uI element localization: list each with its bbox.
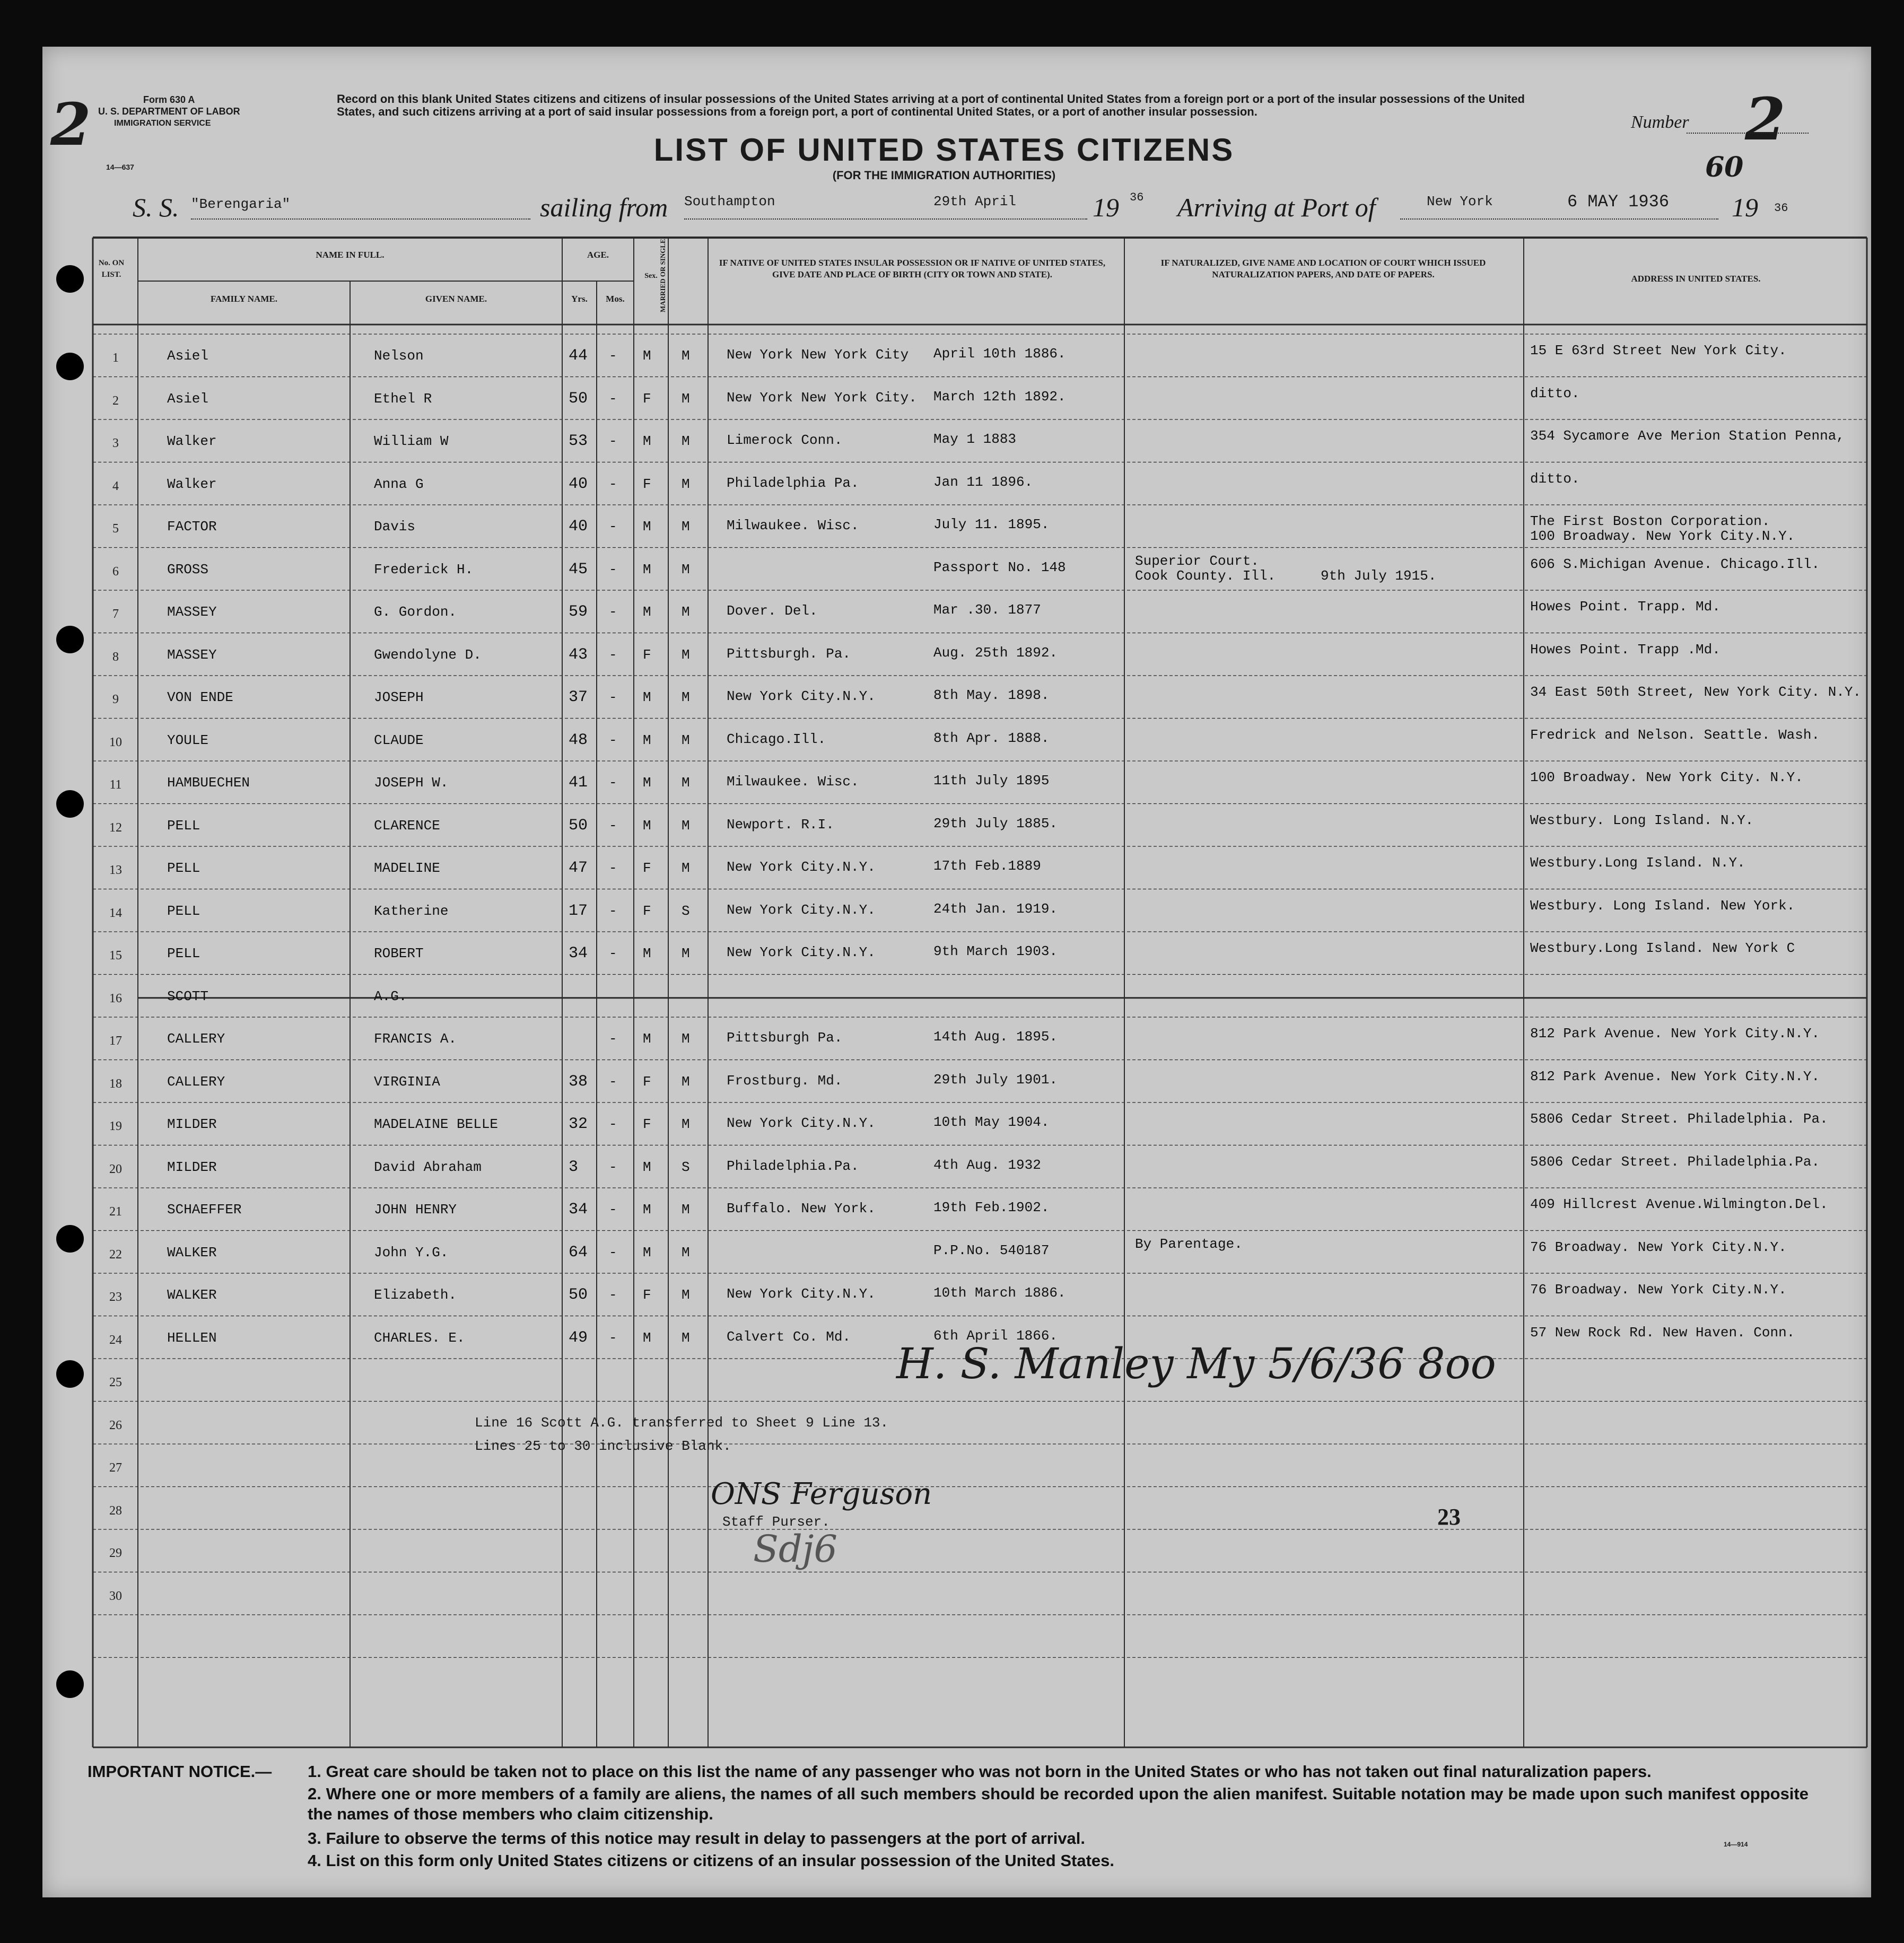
birth-date: 24th Jan. 1919. [933, 900, 1058, 917]
marital-status: M [682, 1329, 690, 1346]
address: Westbury. Long Island. New York. [1530, 897, 1795, 914]
address: 812 Park Avenue. New York City.N.Y. [1530, 1026, 1820, 1042]
age-years: 40 [569, 475, 588, 493]
family-name: FACTOR [167, 519, 217, 535]
birth-date: 10th March 1886. [933, 1285, 1066, 1301]
sex: M [643, 1031, 651, 1047]
sex: M [643, 1244, 651, 1261]
given-name: JOSEPH W. [374, 775, 449, 791]
marital-status: M [682, 689, 690, 706]
arrival-year: 36 [1774, 202, 1788, 215]
age-months: - [609, 946, 617, 962]
birth-date: P.P.No. 540187 [933, 1242, 1050, 1258]
col-header-yrs: Yrs. [571, 294, 588, 304]
birth-date: 14th Aug. 1895. [933, 1029, 1058, 1045]
marital-status: M [682, 860, 690, 877]
given-name: Gwendolyne D. [374, 646, 482, 663]
arrival-stamp: 6 MAY 1936 [1567, 192, 1670, 212]
age-years: 17 [569, 902, 588, 920]
age-months: - [609, 1159, 617, 1175]
given-name: David Abraham [374, 1159, 482, 1175]
sex: F [643, 860, 651, 877]
age-years: 50 [569, 1286, 588, 1305]
given-name: G. Gordon. [374, 604, 457, 620]
row-number: 2 [112, 393, 119, 408]
given-name: VIRGINIA [374, 1073, 440, 1090]
address: 76 Broadway. New York City.N.Y. [1530, 1239, 1787, 1255]
given-name: Nelson [374, 348, 424, 364]
marital-status: S [682, 903, 690, 919]
marital-status: M [682, 519, 690, 535]
age-years: 32 [569, 1115, 588, 1134]
row-number: 6 [112, 564, 119, 579]
family-name: MASSEY [167, 646, 217, 663]
purser-signature: ONS Ferguson [711, 1477, 932, 1511]
birth-place: Philadelphia Pa. [727, 475, 859, 491]
notice-item-3: 3. Failure to observe the terms of this notice may result in delay to passengers at the port of arrival. [308, 1829, 1086, 1848]
sailing-date: 29th April [933, 194, 1017, 209]
list-number-sub: 60 [1705, 151, 1744, 183]
marital-status: M [682, 646, 690, 663]
birth-place: Pittsburgh. Pa. [727, 645, 851, 662]
marital-status: M [682, 604, 690, 620]
age-years: 38 [569, 1072, 588, 1091]
given-name: CLAUDE [374, 732, 424, 748]
age-months: - [609, 732, 617, 748]
address: Westbury.Long Island. New York C [1530, 940, 1795, 957]
sailing-label: sailing from [540, 192, 668, 222]
age-months: - [609, 604, 617, 620]
blank-lines-note: Lines 25 to 30 inclusive Blank. [475, 1438, 731, 1454]
form-code: 14—637 [106, 163, 134, 171]
age-months: - [609, 1202, 617, 1218]
birth-place: Pittsburgh Pa. [727, 1030, 843, 1046]
marital-status: M [682, 1244, 690, 1261]
age-months: - [609, 775, 617, 791]
row-number: 7 [112, 607, 119, 622]
row-number: 25 [109, 1376, 122, 1390]
given-name: ROBERT [374, 946, 424, 962]
birth-date: 8th May. 1898. [933, 687, 1050, 704]
arriving-label: Arriving at Port of [1177, 192, 1376, 222]
col-header-no: No. ON LIST. [98, 259, 125, 279]
initials-mark: Sdj6 [753, 1527, 838, 1571]
purser-title: Staff Purser. [722, 1514, 830, 1530]
row-number: 30 [109, 1589, 122, 1603]
birth-place: Calvert Co. Md. [727, 1328, 851, 1345]
sex: M [643, 433, 651, 450]
address: 606 S.Michigan Avenue. Chicago.Ill. [1530, 556, 1820, 572]
family-name: WALKER [167, 1287, 217, 1303]
age-months: - [609, 860, 617, 877]
ss-label: S. S. [133, 192, 179, 222]
family-name: GROSS [167, 561, 209, 577]
row-number: 8 [112, 650, 119, 664]
row-number: 19 [109, 1119, 122, 1134]
row-number: 23 [109, 1290, 122, 1305]
family-name: CALLERY [167, 1073, 225, 1090]
row-number: 3 [112, 436, 119, 451]
department-name: U. S. DEPARTMENT OF LABOR [98, 106, 240, 117]
sailing-year: 36 [1130, 191, 1144, 204]
page-count: 23 [1437, 1504, 1461, 1530]
sex: M [643, 1329, 651, 1346]
given-name: A.G. [374, 988, 407, 1004]
age-years: 37 [569, 688, 588, 707]
notice-item-2: 2. Where one or more members of a family are aliens, the names of all such members should be recorded upon the alien manifest. Suitable notation may be made upon such manifest opposite the names of those members who claim citizenship. [308, 1784, 1809, 1823]
given-name: Davis [374, 519, 416, 535]
marital-status: M [682, 1031, 690, 1047]
col-header-married: MARRIED OR SINGLE. [659, 237, 667, 312]
birth-place: New York City.N.Y. [727, 859, 876, 876]
given-name: MADELAINE BELLE [374, 1116, 499, 1133]
birth-place: New York City.N.Y. [727, 688, 876, 705]
row-number: 14 [109, 906, 122, 920]
address: Howes Point. Trapp. Md. [1530, 599, 1720, 615]
age-months: - [609, 1287, 617, 1303]
age-months: - [609, 817, 617, 834]
address: Fredrick and Nelson. Seattle. Wash. [1530, 727, 1820, 743]
given-name: Katherine [374, 903, 449, 919]
given-name: JOHN HENRY [374, 1202, 457, 1218]
family-name: MILDER [167, 1116, 217, 1133]
family-name: MILDER [167, 1159, 217, 1175]
birth-date: 29th July 1885. [933, 815, 1058, 832]
sex: F [643, 1116, 651, 1133]
marital-status: M [682, 390, 690, 407]
row-number: 22 [109, 1247, 122, 1262]
marital-status: S [682, 1159, 690, 1175]
row-number: 24 [109, 1333, 122, 1347]
birth-date: May 1 1883 [933, 431, 1017, 448]
age-years: 59 [569, 603, 588, 622]
col-header-name: NAME IN FULL. [316, 250, 385, 260]
ship-name: "Berengaria" [191, 196, 291, 212]
age-months: - [609, 1116, 617, 1133]
naturalization-date: 9th July 1915. [1321, 567, 1437, 584]
naturalization-location: Cook County. Ill. [1135, 567, 1276, 584]
birth-place: Milwaukee. Wisc. [727, 774, 859, 790]
row-number: 29 [109, 1546, 122, 1561]
family-name: Asiel [167, 348, 209, 364]
age-months: - [609, 1073, 617, 1090]
row-number: 26 [109, 1418, 122, 1432]
year-prefix-2: 19 [1732, 192, 1758, 222]
marital-status: M [682, 1073, 690, 1090]
age-months: - [609, 689, 617, 706]
birth-place: Chicago.Ill. [727, 731, 826, 747]
marital-status: M [682, 775, 690, 791]
given-name: William W [374, 433, 449, 450]
birth-date: 19th Feb.1902. [933, 1200, 1050, 1216]
address: ditto. [1530, 470, 1580, 487]
row-number: 5 [112, 522, 119, 536]
col-header-family: FAMILY NAME. [211, 294, 277, 304]
marital-status: M [682, 348, 690, 364]
naturalization-court: By Parentage. [1135, 1236, 1243, 1252]
birth-place: Buffalo. New York. [727, 1201, 876, 1217]
family-name: SCOTT [167, 988, 209, 1004]
family-name: PELL [167, 903, 200, 919]
age-years: 48 [569, 731, 588, 749]
col-header-age: AGE. [587, 250, 609, 260]
birth-date: 11th July 1895 [933, 773, 1050, 789]
age-years: 43 [569, 645, 588, 664]
address: 5806 Cedar Street. Philadelphia.Pa. [1530, 1153, 1820, 1170]
age-months: - [609, 433, 617, 450]
birth-date: 9th March 1903. [933, 943, 1058, 960]
given-name: Anna G [374, 476, 424, 492]
col-header-naturalized: IF NATURALIZED, GIVE NAME AND LOCATION OF COURT WHICH ISSUED NATURALIZATION PAPERS, AND DATE OF PAPERS. [1160, 258, 1486, 279]
marital-status: M [682, 1287, 690, 1303]
row-number: 10 [109, 735, 122, 749]
marital-status: M [682, 476, 690, 492]
age-years: 64 [569, 1243, 588, 1262]
service-name: IMMIGRATION SERVICE [114, 119, 211, 128]
col-header-address: ADDRESS IN UNITED STATES. [1631, 274, 1761, 284]
record-instructions: Record on this blank United States citizens and citizens of insular possessions of the United States arriving at a port of continental United States from a foreign port or a port of the insular possessions of the United States, and such citizens arriving at a port of said insular possessions from a foreign port, a port of continental United States, or a port of another insular possession. [337, 92, 1525, 118]
family-name: YOULE [167, 732, 209, 748]
age-years: 41 [569, 774, 588, 792]
birth-date: 4th Aug. 1932 [933, 1157, 1041, 1173]
sex: F [643, 476, 651, 492]
birth-date: July 11. 1895. [933, 517, 1050, 533]
age-years: 47 [569, 859, 588, 878]
birth-place: New York City.N.Y. [727, 944, 876, 961]
row-number: 9 [112, 693, 119, 707]
row-number: 15 [109, 949, 122, 963]
family-name: PELL [167, 946, 200, 962]
sex: F [643, 1073, 651, 1090]
address: Westbury. Long Island. N.Y. [1530, 812, 1754, 828]
marital-status: M [682, 946, 690, 962]
given-name: Ethel R [374, 390, 432, 407]
family-name: PELL [167, 860, 200, 877]
row-number: 18 [109, 1076, 122, 1091]
sex: M [643, 1159, 651, 1175]
age-years: 53 [569, 432, 588, 451]
address: Westbury.Long Island. N.Y. [1530, 855, 1745, 871]
family-name: Walker [167, 433, 217, 450]
given-name: JOSEPH [374, 689, 424, 706]
col-header-sex: Sex. [644, 272, 658, 280]
row-number: 4 [112, 479, 119, 493]
address: ditto. [1530, 385, 1580, 401]
birth-place: Milwaukee. Wisc. [727, 518, 859, 534]
address: 100 Broadway. New York City. N.Y. [1530, 769, 1803, 786]
sex: F [643, 903, 651, 919]
sex: M [643, 946, 651, 962]
given-name: CHARLES. E. [374, 1329, 465, 1346]
marital-status: M [682, 561, 690, 577]
address: 76 Broadway. New York City.N.Y. [1530, 1282, 1787, 1298]
birth-date: Jan 11 1896. [933, 474, 1033, 490]
birth-date: 6th April 1866. [933, 1327, 1058, 1344]
address: The First Boston Corporation. [1530, 513, 1770, 530]
birth-place: Limerock Conn. [727, 432, 843, 449]
address-line-2: 100 Broadway. New York City.N.Y. [1530, 528, 1795, 545]
family-name: Asiel [167, 390, 209, 407]
number-label: Number [1631, 112, 1689, 132]
sex: M [643, 1202, 651, 1218]
marital-status: M [682, 817, 690, 834]
sex: M [643, 689, 651, 706]
age-years: 45 [569, 560, 588, 579]
family-name: CALLERY [167, 1031, 225, 1047]
birth-date: 29th July 1901. [933, 1071, 1058, 1088]
birth-date: Passport No. 148 [933, 559, 1066, 575]
family-name: HAMBUECHEN [167, 775, 250, 791]
footer-code: 14—914 [1724, 1841, 1748, 1848]
sex: M [643, 519, 651, 535]
given-name: CLARENCE [374, 817, 440, 834]
birth-place: New York City.N.Y. [727, 1115, 876, 1132]
birth-place: New York New York City [727, 347, 909, 363]
sex: M [643, 348, 651, 364]
age-months: - [609, 519, 617, 535]
birth-date: March 12th 1892. [933, 388, 1066, 405]
age-years: 44 [569, 347, 588, 365]
age-years: 50 [569, 816, 588, 835]
age-years: 34 [569, 944, 588, 963]
sex: M [643, 732, 651, 748]
notice-item-4: 4. List on this form only United States citizens or citizens of an insular possession of the United States. [308, 1851, 1114, 1870]
family-name: WALKER [167, 1244, 217, 1261]
birth-date: 10th May 1904. [933, 1114, 1050, 1131]
family-name: Walker [167, 476, 217, 492]
age-years: 49 [569, 1328, 588, 1347]
age-months: - [609, 348, 617, 364]
row-number: 12 [109, 820, 122, 835]
family-name: HELLEN [167, 1329, 217, 1346]
address: 34 East 50th Street, New York City. N.Y. [1530, 684, 1862, 701]
list-number: 2 [1745, 85, 1786, 153]
address: 812 Park Avenue. New York City.N.Y. [1530, 1068, 1820, 1084]
naturalization-court: Superior Court. [1135, 553, 1260, 569]
birth-date: Aug. 25th 1892. [933, 644, 1058, 661]
given-name: FRANCIS A. [374, 1031, 457, 1047]
year-prefix-1: 19 [1093, 192, 1119, 222]
given-name: Elizabeth. [374, 1287, 457, 1303]
sex: F [643, 646, 651, 663]
row-number: 20 [109, 1162, 122, 1176]
age-months: - [609, 390, 617, 407]
birth-date: 8th Apr. 1888. [933, 730, 1050, 746]
age-months: - [609, 646, 617, 663]
row-number: 21 [109, 1205, 122, 1219]
sex: M [643, 775, 651, 791]
sex: M [643, 817, 651, 834]
given-name: John Y.G. [374, 1244, 449, 1261]
row-number: 1 [112, 351, 119, 365]
birth-date: April 10th 1886. [933, 346, 1066, 362]
family-name: MASSEY [167, 604, 217, 620]
birth-date: Mar .30. 1877 [933, 602, 1041, 618]
row-number: 27 [109, 1461, 122, 1475]
birth-place: New York New York City. [727, 389, 917, 406]
sex: F [643, 1287, 651, 1303]
address: 354 Sycamore Ave Merion Station Penna, [1530, 428, 1845, 444]
birth-place: Dover. Del. [727, 603, 818, 619]
col-header-mos: Mos. [606, 294, 625, 304]
age-months: - [609, 903, 617, 919]
family-name: SCHAEFFER [167, 1202, 242, 1218]
birth-place: Newport. R.I. [727, 816, 834, 833]
address: 409 Hillcrest Avenue.Wilmington.Del. [1530, 1196, 1828, 1213]
sex: F [643, 390, 651, 407]
age-years: 3 [569, 1158, 579, 1176]
row-number: 17 [109, 1034, 122, 1048]
age-months: - [609, 561, 617, 577]
given-name: Frederick H. [374, 561, 474, 577]
marital-status: M [682, 1202, 690, 1218]
notice-heading: IMPORTANT NOTICE.— [88, 1762, 272, 1781]
family-name: PELL [167, 817, 200, 834]
sex: M [643, 561, 651, 577]
marital-status: M [682, 732, 690, 748]
page-title: LIST OF UNITED STATES CITIZENS [653, 132, 1235, 168]
marital-status: M [682, 433, 690, 450]
row-number: 28 [109, 1503, 122, 1518]
row-number: 16 [109, 991, 122, 1005]
col-header-given: GIVEN NAME. [425, 294, 487, 304]
age-months: - [609, 476, 617, 492]
age-years: 40 [569, 518, 588, 536]
arrival-port: New York [1427, 194, 1493, 209]
row-number: 11 [109, 778, 122, 792]
address: 5806 Cedar Street. Philadelphia. Pa. [1530, 1111, 1828, 1127]
sheet-mark: 2 [50, 90, 91, 159]
row-number: 13 [109, 863, 122, 878]
given-name: MADELINE [374, 860, 440, 877]
address: 57 New Rock Rd. New Haven. Conn. [1530, 1324, 1795, 1341]
family-name: VON ENDE [167, 689, 233, 706]
sailing-port: Southampton [684, 194, 775, 209]
col-header-birth: IF NATIVE OF UNITED STATES INSULAR POSSESSION OR IF NATIVE OF UNITED STATES, GIVE DATE AND PLACE OF BIRTH (CITY OR TOWN AND STATE). [719, 258, 1106, 279]
age-months: - [609, 1329, 617, 1346]
birth-place: Frostburg. Md. [727, 1072, 843, 1089]
age-years: 50 [569, 389, 588, 408]
birth-place: Philadelphia.Pa. [727, 1158, 859, 1174]
birth-date: 17th Feb.1889 [933, 858, 1041, 874]
age-months: - [609, 1031, 617, 1047]
address: Howes Point. Trapp .Md. [1530, 641, 1720, 658]
age-months: - [609, 1244, 617, 1261]
birth-place: New York City.N.Y. [727, 902, 876, 918]
form-number: Form 630 A [143, 94, 195, 105]
sex: M [643, 604, 651, 620]
page-subtitle: (FOR THE IMMIGRATION AUTHORITIES) [832, 169, 1056, 182]
transfer-note: Line 16 Scott A.G. transferred to Sheet 9 Line 13. [475, 1415, 889, 1431]
address: 15 E 63rd Street New York City. [1530, 343, 1787, 359]
birth-place: New York City.N.Y. [727, 1286, 876, 1302]
notice-item-1: 1. Great care should be taken not to place on this list the name of any passenger who was not born in the United States or who has not taken out final naturalization papers. [308, 1762, 1652, 1781]
age-years: 34 [569, 1201, 588, 1219]
marital-status: M [682, 1116, 690, 1133]
inspector-signature: H. S. Manley My 5/6/36 8oo [896, 1339, 1496, 1388]
